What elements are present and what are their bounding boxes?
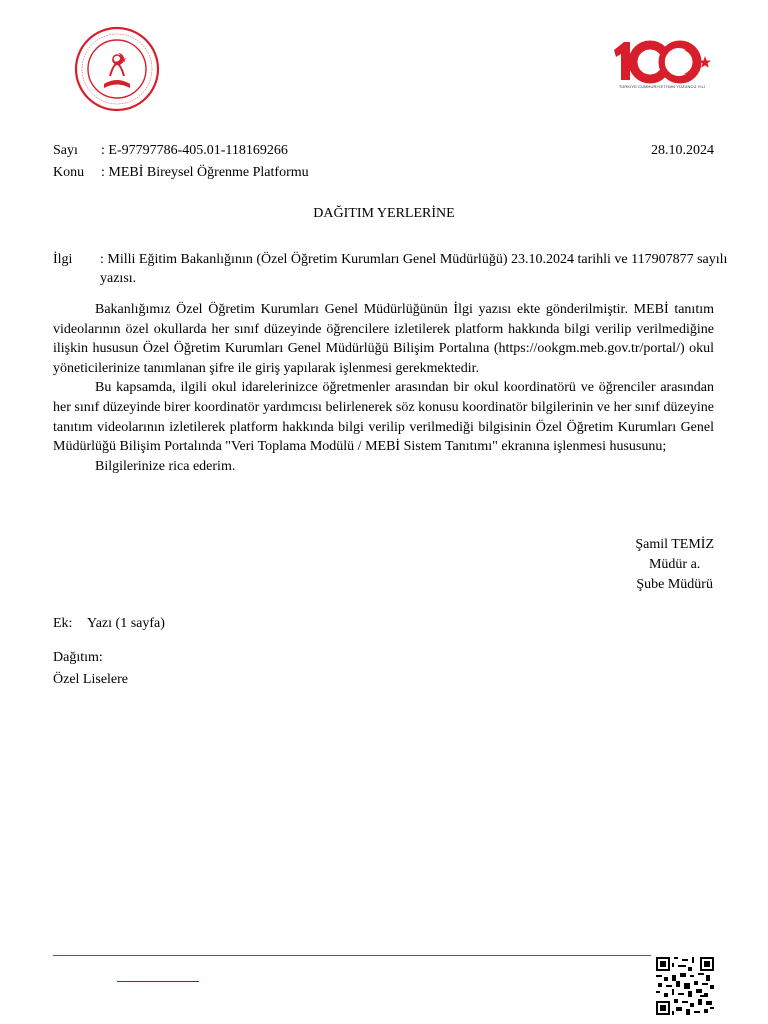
- signature-block: [635, 535, 714, 595]
- distribution-recipient: Özel Liselere: [53, 672, 129, 687]
- body-paragraph-1: Bakanlığımız Özel Öğretim Kurumları Genel Müdürlüğünün İlgi yazısı ekte gönderilmiştir. MEBİ tanıtım videolarının özel okullarda her sınıf düzeyinde öğrencilere izletilerek platform hakkında bilgi verilip verilmediğine ilişkin hususun Özel Öğretim Kurumları Genel Müdürlüğü Bilişim Portalına (https://ookgm.meb.gov.tr/portal/) okul yöneticilerinize tanımlanan şifre ile giriş yapılarak işlenmesi gerekmektedir.: [53, 302, 714, 376]
- body-paragraph-2: Bu kapsamda, ilgili okul idarelerinizce öğretmenler arasından bir okul koordinatörü ve öğrenciler arasından her sınıf düzeyinde birer koordinatör yardımcısı belirlenerek söz konusu koordinatör bilgilerinin ve her sınıf düzeyine tanıtım videolarının izletilerek platform hakkında bilgi verilip verilmediği bilgisinin Özel Öğretim Kurumları Genel Müdürlüğü Bilişim Portalında "Veri Toplama Modülü / MEBİ Sistem Tanıtımı" ekranına işlenmesi hususunu;: [53, 380, 714, 455]
- signer-name: Şamil TEMİZ: [635, 537, 714, 552]
- signer-title-2: Şube Müdürü: [636, 577, 713, 592]
- document-date: 28.10.2024: [651, 143, 714, 158]
- signer-title-1: Müdür a.: [648, 557, 701, 572]
- anniversary-subtitle: TÜRKİYE CUMHURİYETİ'NİN YÜZÜNCÜ YILI: [618, 84, 706, 89]
- letter-body: [53, 300, 714, 476]
- attachment-label: Ek:: [53, 616, 73, 631]
- sayi-line: [53, 142, 288, 160]
- body-paragraph-3: Bilgilerinize rica ederim.: [95, 458, 236, 474]
- attachment-value: Yazı (1 sayfa): [87, 616, 165, 631]
- sayi-label: Sayı: [53, 143, 78, 158]
- distribution-block: [53, 647, 128, 691]
- distribution-label: Dağıtım:: [53, 650, 103, 665]
- sayi-value: : E-97797786-405.01-118169266: [101, 143, 288, 158]
- meb-seal-logo: [74, 26, 160, 112]
- konu-line: [53, 164, 309, 182]
- distribution-title: DAĞITIM YERLERİNE: [313, 206, 455, 221]
- footer-link[interactable]: [117, 968, 199, 984]
- ilgi-text: : Milli Eğitim Bakanlığının (Özel Öğretim Kurumları Genel Müdürlüğü) 23.10.2024 tarihli ve 117907877 sayılı yazısı.: [100, 252, 728, 286]
- ilgi-label: İlgi: [53, 252, 73, 267]
- footer-divider: [53, 955, 651, 956]
- konu-label: Konu: [53, 165, 85, 180]
- konu-value: : MEBİ Bireysel Öğrenme Platformu: [101, 165, 309, 180]
- footer-link-underline: [117, 981, 199, 982]
- attachment-line: [53, 616, 165, 632]
- qr-code-icon: [656, 957, 714, 1015]
